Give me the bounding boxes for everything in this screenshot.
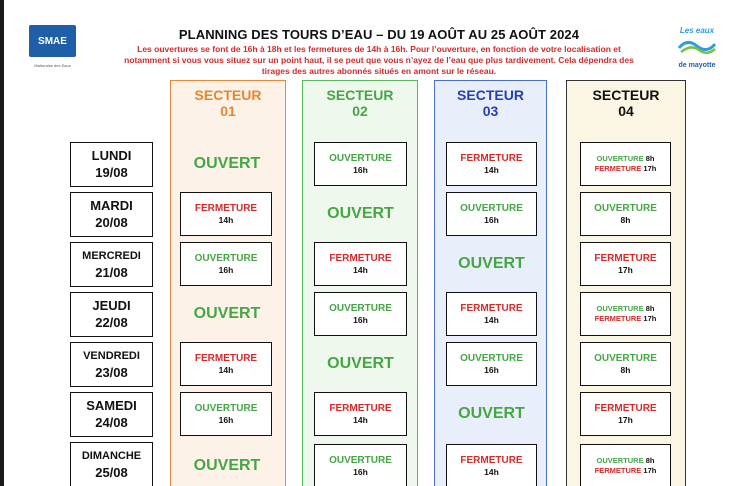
cell-s02-wednesday (314, 242, 407, 286)
status-label: OUVERTURE (194, 402, 258, 414)
status-label: OUVERTURE (194, 252, 258, 264)
sector-04-number: 04 (618, 103, 634, 119)
status-hour: 14h (218, 364, 234, 375)
cell-s01-monday: OUVERT (193, 155, 261, 172)
cell-s02-sunday (314, 444, 407, 486)
sector-01-label: SECTEUR (194, 87, 262, 103)
cell-s01-wednesday (180, 242, 272, 286)
status-label: FERMETURE (329, 402, 392, 414)
day-name: MARDI (90, 198, 133, 213)
mayotte-logo-top-text: Les eaux (679, 26, 715, 35)
status-line-close (581, 314, 670, 324)
day-date: 20/08 (95, 215, 128, 230)
status-label: FERMETURE (460, 152, 523, 164)
status-label: OUVERTURE (596, 304, 644, 313)
cell-s02-tuesday: OUVERT (327, 205, 394, 222)
cell-s01-saturday (180, 392, 272, 436)
cell-s02-saturday (314, 392, 407, 436)
cell-s04-sunday (580, 444, 671, 486)
status-line-close (581, 164, 670, 174)
status-label: OUVERTURE (460, 202, 523, 214)
status-hour: 8h (620, 214, 631, 225)
status-hour: 14h (353, 414, 368, 425)
cell-s04-wednesday (580, 242, 671, 286)
sector-02-header (303, 87, 417, 119)
day-date: 19/08 (95, 165, 128, 180)
sector-04-header (567, 87, 685, 119)
cell-s03-friday (446, 342, 537, 386)
day-tuesday (70, 192, 153, 237)
cell-s03-wednesday: OUVERT (458, 255, 525, 272)
day-date: 21/08 (95, 265, 128, 280)
status-hour: 17h (643, 314, 657, 323)
day-wednesday (70, 242, 153, 287)
cell-s04-saturday (580, 392, 671, 436)
status-hour: 8h (645, 154, 655, 163)
day-name: MERCREDI (82, 250, 141, 262)
day-date: 23/08 (95, 365, 128, 380)
eaux-de-mayotte-logo (673, 26, 721, 74)
note-line-1: Les ouvertures se font de 16h à 18h et les fermetures de 14h à 16h. Pour l’ouverture, en fonction de votre localisation et (137, 44, 621, 54)
status-label: FERMETURE (594, 164, 642, 173)
note-line-2: notamment si vous vous situez sur un point haut, il se peut que vous n’ayez de l’eau que plus tardivement. Cela dépendra des (124, 55, 634, 65)
status-label: FERMETURE (594, 466, 642, 475)
page-title: PLANNING DES TOURS D’EAU – DU 19 AOÛT AU 25 AOÛT 2024 (178, 27, 580, 42)
status-label: OUVERTURE (594, 352, 657, 364)
status-line-close (581, 466, 670, 476)
day-name: DIMANCHE (81, 450, 142, 462)
status-label: OUVERTURE (596, 154, 644, 163)
status-hour: 16h (218, 264, 234, 275)
status-label: FERMETURE (194, 202, 258, 214)
status-hour: 14h (218, 214, 234, 225)
status-label: FERMETURE (594, 402, 657, 414)
status-hour: 16h (218, 414, 234, 425)
day-friday (70, 342, 153, 387)
day-name: SAMEDI (86, 398, 137, 413)
status-label: FERMETURE (460, 454, 523, 466)
cell-s01-thursday: OUVERT (193, 305, 261, 322)
cell-s03-saturday: OUVERT (458, 405, 525, 422)
day-sunday (70, 442, 153, 486)
cell-s04-tuesday (580, 192, 671, 236)
sector-04-label: SECTEUR (592, 87, 660, 103)
smae-logo-text: SMAE (29, 25, 76, 57)
cell-s04-monday (580, 142, 671, 186)
status-hour: 17h (618, 414, 633, 425)
status-label: OUVERTURE (460, 352, 523, 364)
status-hour: 17h (643, 466, 657, 475)
status-label: FERMETURE (194, 352, 258, 364)
status-hour: 8h (645, 456, 655, 465)
status-label: OUVERTURE (329, 152, 392, 164)
cell-s03-monday (446, 142, 537, 186)
status-label: FERMETURE (460, 302, 523, 314)
status-label: FERMETURE (594, 252, 657, 264)
sector-03-label: SECTEUR (457, 87, 524, 103)
status-hour: 16h (484, 364, 499, 375)
status-hour: 8h (620, 364, 631, 375)
schedule-note (96, 44, 662, 77)
cell-s03-thursday (446, 292, 537, 336)
cell-s04-friday (580, 342, 671, 386)
status-label: OUVERTURE (329, 454, 392, 466)
cell-s01-friday (180, 342, 272, 386)
cell-s04-thursday (580, 292, 671, 336)
status-hour: 14h (484, 466, 499, 477)
status-hour: 17h (618, 264, 633, 275)
mayotte-logo-bottom-text: de mayotte (678, 62, 716, 69)
cell-s03-sunday (446, 444, 537, 486)
sector-02-number: 02 (352, 103, 368, 119)
day-date: 24/08 (95, 415, 128, 430)
sector-02-label: SECTEUR (326, 87, 394, 103)
cell-s03-tuesday (446, 192, 537, 236)
sector-03-number: 03 (482, 103, 499, 119)
status-hour: 14h (353, 264, 368, 275)
sector-01-number: 01 (220, 103, 236, 119)
status-hour: 8h (645, 304, 655, 313)
cell-s01-tuesday (180, 192, 272, 236)
status-line-open (581, 154, 670, 164)
status-line-open (581, 456, 670, 466)
status-label: FERMETURE (594, 314, 642, 323)
day-date: 25/08 (95, 465, 128, 480)
note-line-3: tirages des autres abonnés situés en amont sur le réseau. (261, 66, 497, 76)
smae-logo-subtitle: Mahoraise des Eaux (34, 63, 71, 68)
cell-s02-thursday (314, 292, 407, 336)
day-name: LUNDI (91, 148, 132, 163)
status-hour: 16h (353, 314, 368, 325)
status-hour: 16h (484, 214, 499, 225)
status-label: OUVERTURE (596, 456, 644, 465)
status-label: OUVERTURE (329, 302, 392, 314)
status-line-open (581, 304, 670, 314)
day-thursday (70, 292, 153, 337)
day-saturday (70, 392, 153, 437)
wave-icon (677, 36, 717, 56)
sector-03-header (435, 87, 546, 119)
status-hour: 14h (484, 164, 499, 175)
day-date: 22/08 (95, 315, 128, 330)
smae-logo (29, 25, 76, 77)
status-label: OUVERTURE (594, 202, 657, 214)
cell-s01-sunday: OUVERT (193, 457, 261, 474)
status-hour: 14h (484, 314, 499, 325)
cell-s02-monday (314, 142, 407, 186)
status-hour: 16h (353, 466, 368, 477)
page-edge (0, 0, 4, 486)
status-label: FERMETURE (329, 252, 392, 264)
day-monday (70, 142, 153, 187)
status-hour: 16h (353, 164, 368, 175)
sector-01-header (171, 87, 285, 119)
day-name: VENDREDI (83, 350, 140, 362)
day-name: JEUDI (92, 298, 131, 313)
cell-s02-friday: OUVERT (327, 355, 394, 372)
status-hour: 17h (643, 164, 657, 173)
